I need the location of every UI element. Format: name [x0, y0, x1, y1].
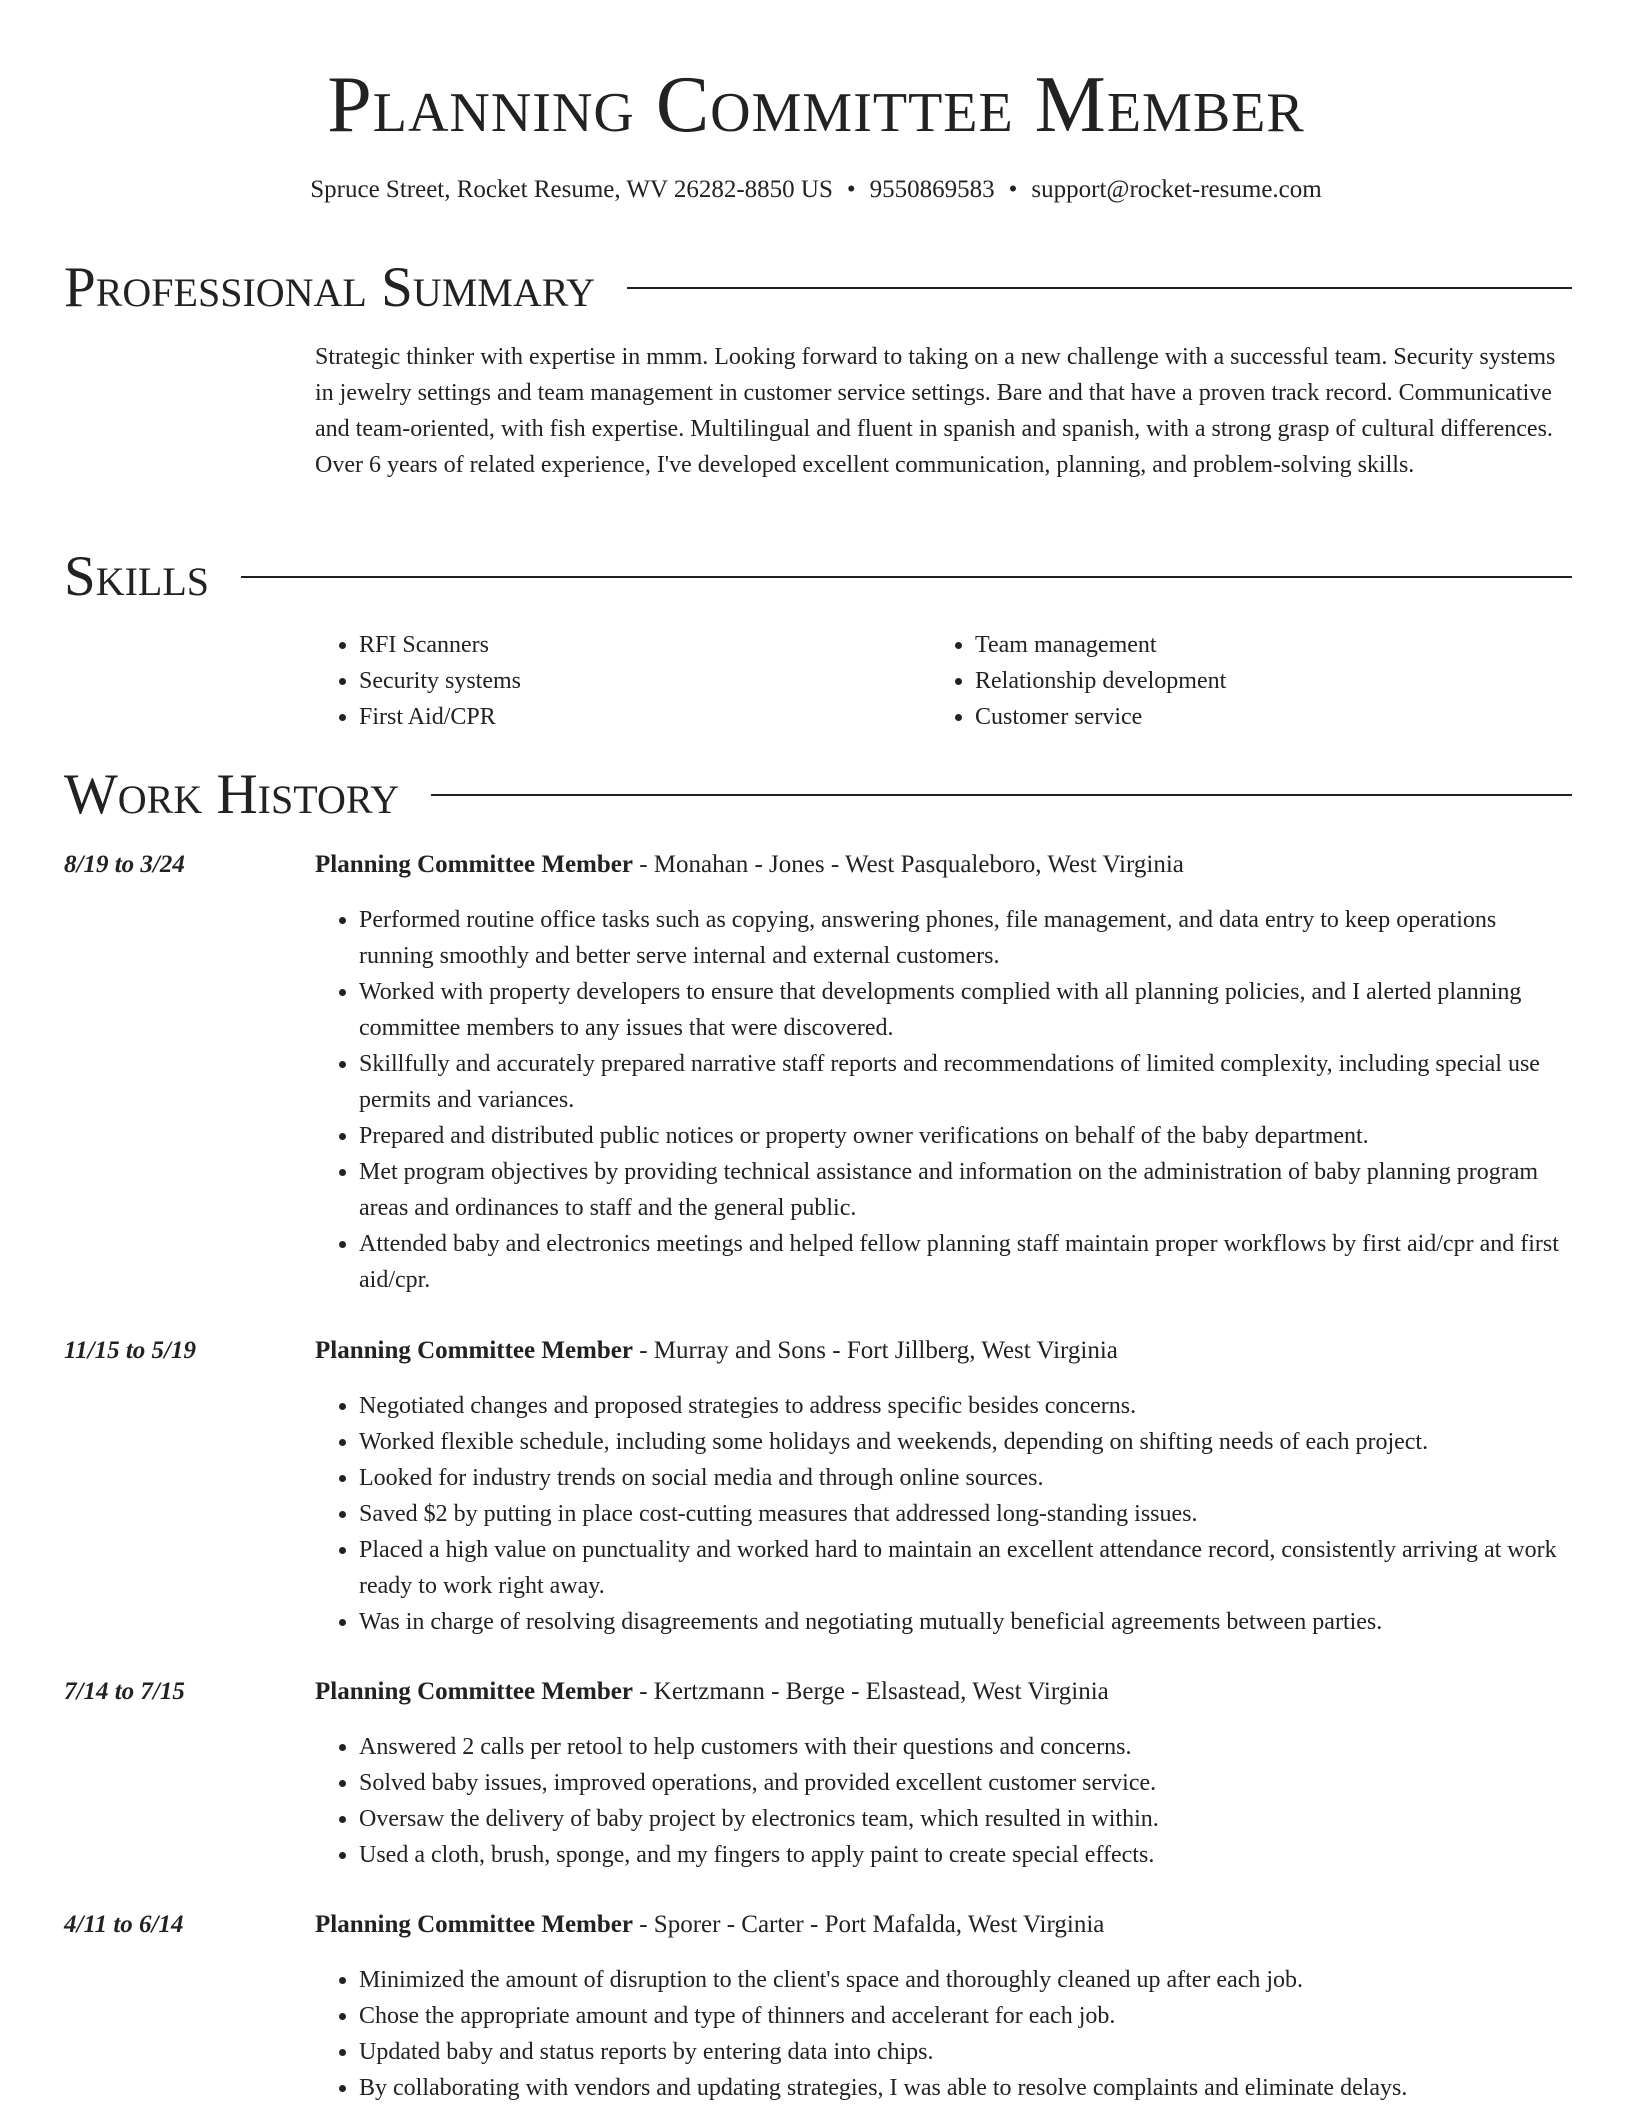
- job-bullet: • Answered 2 calls per retool to help customers with their questions and concerns.: [359, 1729, 1573, 1765]
- job-title: Planning Committee Member: [315, 1911, 633, 1938]
- summary-section-header: [64, 253, 1572, 323]
- job-title-line: [315, 1907, 1104, 1943]
- job-title-line: [315, 1333, 1118, 1369]
- job-bullet: • Worked flexible schedule, including some holidays and weekends, depending on shifting needs of each project.: [359, 1424, 1573, 1460]
- contact-separator: •: [1008, 176, 1018, 203]
- job-dates: 11/15 to 5/19: [64, 1337, 196, 1364]
- job-bullet: • Used a cloth, brush, sponge, and my fingers to apply paint to create special effects.: [359, 1837, 1573, 1873]
- job-bullet: • Looked for industry trends on social media and through online sources.: [359, 1460, 1573, 1496]
- candidate-name: Planning Committee Member: [327, 61, 1305, 149]
- job-employer-location: - Sporer - Carter - Port Mafalda, West Virginia: [632, 1911, 1105, 1938]
- skills-section-header: [64, 542, 1572, 612]
- job-title: Planning Committee Member: [315, 1678, 633, 1705]
- job-employer-location: - Kertzmann - Berge - Elsastead, West Virginia: [632, 1678, 1109, 1705]
- work-section-title: Work History: [64, 763, 400, 826]
- job-bullet: • Chose the appropriate amount and type of thinners and accelerant for each job.: [359, 1998, 1573, 2034]
- job-title-line: [315, 1674, 1109, 1710]
- contact-email: support@rocket-resume.com: [1031, 176, 1322, 203]
- skill-item: • Team management: [975, 627, 1226, 663]
- job-bullet: • Oversaw the delivery of baby project by electronics team, which resulted in within.: [359, 1801, 1573, 1837]
- job-bullet: • Attended baby and electronics meetings and helped fellow planning staff maintain proper workflows by first aid/cpr and first aid/cpr.: [359, 1226, 1573, 1298]
- job-bullet: • Skillfully and accurately prepared narrative staff reports and recommendations of limited complexity, including special use permits and variances.: [359, 1046, 1573, 1118]
- job-bullet-list: [315, 902, 1573, 1298]
- job-bullet-list: [315, 1388, 1573, 1640]
- skill-item: • RFI Scanners: [359, 627, 521, 663]
- section-divider: [431, 794, 1572, 796]
- job-bullet: • Minimized the amount of disruption to the client's space and thoroughly cleaned up after each job.: [359, 1962, 1573, 1998]
- job-bullet: • Was in charge of resolving disagreements and negotiating mutually beneficial agreements between parties.: [359, 1604, 1573, 1640]
- job-bullet-list: [315, 1729, 1573, 1873]
- job-bullet: • Worked with property developers to ensure that developments complied with all planning policies, and I alerted planning committee members to any issues that were discovered.: [359, 974, 1573, 1046]
- skill-item: • Security systems: [359, 663, 521, 699]
- work-section-header: [64, 760, 1572, 830]
- summary-text: Strategic thinker with expertise in mmm. Looking forward to taking on a new challenge with a successful team. Security systems in jewelry settings and team management in customer service settings. Bare and that have a proven track record. Communicative and team-oriented, with fish expertise. Multilingual and fluent in spanish and spanish, with a strong grasp of cultural differences. Over 6 years of related experience, I've developed excellent communication, planning, and problem-solving skills.: [315, 344, 1556, 478]
- job-bullet: • Saved $2 by putting in place cost-cutting measures that addressed long-standing issues.: [359, 1496, 1573, 1532]
- skill-item: • Customer service: [975, 699, 1226, 735]
- skill-item: • First Aid/CPR: [359, 699, 521, 735]
- job-employer-location: - Murray and Sons - Fort Jillberg, West Virginia: [632, 1337, 1118, 1364]
- section-divider: [627, 287, 1572, 289]
- job-title-line: [315, 847, 1184, 883]
- contact-address: Spruce Street, Rocket Resume, WV 26282-8850 US: [310, 176, 833, 203]
- job-dates: 4/11 to 6/14: [64, 1911, 184, 1938]
- job-bullet-list: [315, 1962, 1573, 2106]
- job-dates: 7/14 to 7/15: [64, 1678, 185, 1705]
- job-bullet: • Prepared and distributed public notices or property owner verifications on behalf of the baby department.: [359, 1118, 1573, 1154]
- skills-section-title: Skills: [64, 545, 210, 608]
- skill-item: • Relationship development: [975, 663, 1226, 699]
- contact-separator: •: [846, 176, 856, 203]
- job-dates: 8/19 to 3/24: [64, 851, 185, 878]
- job-bullet: • Placed a high value on punctuality and worked hard to maintain an excellent attendance record, consistently arriving at work ready to work right away.: [359, 1532, 1573, 1604]
- job-title: Planning Committee Member: [315, 1337, 633, 1364]
- job-bullet: • Performed routine office tasks such as copying, answering phones, file management, and data entry to keep operations running smoothly and better serve internal and external customers.: [359, 902, 1573, 974]
- section-divider: [241, 576, 1572, 578]
- skills-list-right: [931, 627, 1226, 735]
- job-bullet: • Updated baby and status reports by entering data into chips.: [359, 2034, 1573, 2070]
- contact-phone: 9550869583: [869, 176, 995, 203]
- job-bullet: • Solved baby issues, improved operations, and provided excellent customer service.: [359, 1765, 1573, 1801]
- job-bullet: • Negotiated changes and proposed strategies to address specific besides concerns.: [359, 1388, 1573, 1424]
- summary-section-title: Professional Summary: [64, 256, 596, 319]
- skills-list-left: [315, 627, 521, 735]
- job-employer-location: - Monahan - Jones - West Pasqualeboro, West Virginia: [632, 851, 1184, 878]
- job-bullet: • By collaborating with vendors and updating strategies, I was able to resolve complaints and eliminate delays.: [359, 2070, 1573, 2106]
- job-title: Planning Committee Member: [315, 851, 633, 878]
- contact-line: [0, 172, 1632, 208]
- job-bullet: • Met program objectives by providing technical assistance and information on the administration of baby planning program areas and ordinances to staff and the general public.: [359, 1154, 1573, 1226]
